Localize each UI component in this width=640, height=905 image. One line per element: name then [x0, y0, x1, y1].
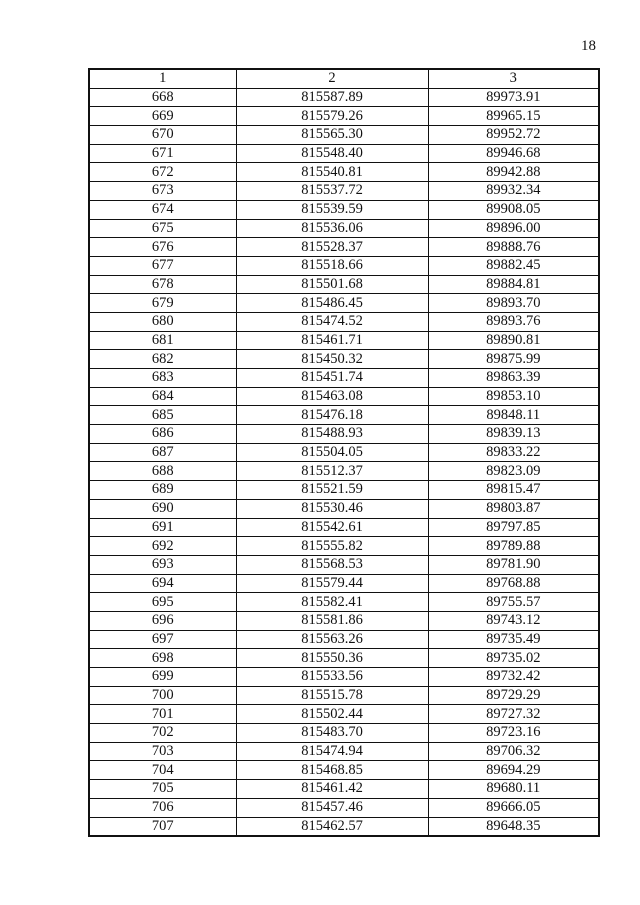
point-number-cell: 680 — [89, 312, 236, 331]
y-coordinate-cell: 89932.34 — [428, 182, 599, 201]
y-coordinate-cell: 89755.57 — [428, 593, 599, 612]
x-coordinate-cell: 815504.05 — [236, 443, 428, 462]
x-coordinate-cell: 815463.08 — [236, 387, 428, 406]
y-coordinate-cell: 89743.12 — [428, 611, 599, 630]
point-number-cell: 686 — [89, 425, 236, 444]
x-coordinate-cell: 815548.40 — [236, 144, 428, 163]
y-coordinate-cell: 89890.81 — [428, 331, 599, 350]
header-row — [89, 69, 599, 88]
table-row — [89, 88, 599, 107]
table-row — [89, 798, 599, 817]
table-row — [89, 817, 599, 836]
table-row — [89, 406, 599, 425]
table-row — [89, 705, 599, 724]
table-row — [89, 163, 599, 182]
point-number-cell: 706 — [89, 798, 236, 817]
y-coordinate-cell: 89942.88 — [428, 163, 599, 182]
y-coordinate-cell: 89648.35 — [428, 817, 599, 836]
x-coordinate-cell: 815550.36 — [236, 649, 428, 668]
y-coordinate-cell: 89888.76 — [428, 238, 599, 257]
header-col-2: 2 — [236, 69, 428, 88]
point-number-cell: 690 — [89, 499, 236, 518]
point-number-cell: 677 — [89, 256, 236, 275]
x-coordinate-cell: 815474.94 — [236, 742, 428, 761]
x-coordinate-cell: 815451.74 — [236, 369, 428, 388]
table-row — [89, 518, 599, 537]
y-coordinate-cell: 89803.87 — [428, 499, 599, 518]
y-coordinate-cell: 89908.05 — [428, 200, 599, 219]
x-coordinate-cell: 815555.82 — [236, 537, 428, 556]
point-number-cell: 674 — [89, 200, 236, 219]
point-number-cell: 683 — [89, 369, 236, 388]
x-coordinate-cell: 815488.93 — [236, 425, 428, 444]
table-body — [89, 88, 599, 836]
table-row — [89, 462, 599, 481]
point-number-cell: 692 — [89, 537, 236, 556]
table-row — [89, 574, 599, 593]
point-number-cell: 707 — [89, 817, 236, 836]
table-row — [89, 630, 599, 649]
point-number-cell: 704 — [89, 761, 236, 780]
table-row — [89, 761, 599, 780]
table-row — [89, 144, 599, 163]
table-row — [89, 668, 599, 687]
point-number-cell: 697 — [89, 630, 236, 649]
table-row — [89, 238, 599, 257]
point-number-cell: 679 — [89, 294, 236, 313]
x-coordinate-cell: 815579.26 — [236, 107, 428, 126]
header-col-1: 1 — [89, 69, 236, 88]
y-coordinate-cell: 89706.32 — [428, 742, 599, 761]
x-coordinate-cell: 815476.18 — [236, 406, 428, 425]
x-coordinate-cell: 815468.85 — [236, 761, 428, 780]
table-row — [89, 425, 599, 444]
y-coordinate-cell: 89848.11 — [428, 406, 599, 425]
y-coordinate-cell: 89973.91 — [428, 88, 599, 107]
table-row — [89, 649, 599, 668]
point-number-cell: 694 — [89, 574, 236, 593]
point-number-cell: 689 — [89, 481, 236, 500]
point-number-cell: 695 — [89, 593, 236, 612]
y-coordinate-cell: 89781.90 — [428, 555, 599, 574]
table-row — [89, 312, 599, 331]
point-number-cell: 702 — [89, 724, 236, 743]
x-coordinate-cell: 815582.41 — [236, 593, 428, 612]
table-row — [89, 593, 599, 612]
point-number-cell: 699 — [89, 668, 236, 687]
x-coordinate-cell: 815515.78 — [236, 686, 428, 705]
point-number-cell: 698 — [89, 649, 236, 668]
x-coordinate-cell: 815501.68 — [236, 275, 428, 294]
y-coordinate-cell: 89723.16 — [428, 724, 599, 743]
y-coordinate-cell: 89797.85 — [428, 518, 599, 537]
table-row — [89, 275, 599, 294]
point-number-cell: 671 — [89, 144, 236, 163]
point-number-cell: 700 — [89, 686, 236, 705]
x-coordinate-cell: 815530.46 — [236, 499, 428, 518]
x-coordinate-cell: 815528.37 — [236, 238, 428, 257]
point-number-cell: 693 — [89, 555, 236, 574]
y-coordinate-cell: 89823.09 — [428, 462, 599, 481]
y-coordinate-cell: 89815.47 — [428, 481, 599, 500]
y-coordinate-cell: 89789.88 — [428, 537, 599, 556]
point-number-cell: 687 — [89, 443, 236, 462]
table-row — [89, 200, 599, 219]
x-coordinate-cell: 815587.89 — [236, 88, 428, 107]
page-number: 18 — [581, 38, 596, 54]
y-coordinate-cell: 89965.15 — [428, 107, 599, 126]
table-row — [89, 256, 599, 275]
y-coordinate-cell: 89952.72 — [428, 126, 599, 145]
table-row — [89, 742, 599, 761]
y-coordinate-cell: 89735.49 — [428, 630, 599, 649]
x-coordinate-cell: 815542.61 — [236, 518, 428, 537]
point-number-cell: 681 — [89, 331, 236, 350]
y-coordinate-cell: 89882.45 — [428, 256, 599, 275]
y-coordinate-cell: 89863.39 — [428, 369, 599, 388]
table-row — [89, 126, 599, 145]
y-coordinate-cell: 89893.70 — [428, 294, 599, 313]
table-row — [89, 724, 599, 743]
point-number-cell: 670 — [89, 126, 236, 145]
point-number-cell: 685 — [89, 406, 236, 425]
point-number-cell: 668 — [89, 88, 236, 107]
point-number-cell: 673 — [89, 182, 236, 201]
x-coordinate-cell: 815579.44 — [236, 574, 428, 593]
x-coordinate-cell: 815486.45 — [236, 294, 428, 313]
y-coordinate-cell: 89833.22 — [428, 443, 599, 462]
point-number-cell: 676 — [89, 238, 236, 257]
table-row — [89, 499, 599, 518]
x-coordinate-cell: 815518.66 — [236, 256, 428, 275]
table-row — [89, 686, 599, 705]
table-row — [89, 611, 599, 630]
y-coordinate-cell: 89729.29 — [428, 686, 599, 705]
point-number-cell: 669 — [89, 107, 236, 126]
x-coordinate-cell: 815563.26 — [236, 630, 428, 649]
point-number-cell: 703 — [89, 742, 236, 761]
table-row — [89, 182, 599, 201]
table-row — [89, 387, 599, 406]
point-number-cell: 701 — [89, 705, 236, 724]
y-coordinate-cell: 89893.76 — [428, 312, 599, 331]
table-row — [89, 555, 599, 574]
y-coordinate-cell: 89666.05 — [428, 798, 599, 817]
y-coordinate-cell: 89727.32 — [428, 705, 599, 724]
header-col-3: 3 — [428, 69, 599, 88]
y-coordinate-cell: 89875.99 — [428, 350, 599, 369]
table-row — [89, 294, 599, 313]
point-number-cell: 678 — [89, 275, 236, 294]
table-row — [89, 369, 599, 388]
x-coordinate-cell: 815474.52 — [236, 312, 428, 331]
table-row — [89, 443, 599, 462]
table-row — [89, 331, 599, 350]
x-coordinate-cell: 815521.59 — [236, 481, 428, 500]
x-coordinate-cell: 815537.72 — [236, 182, 428, 201]
point-number-cell: 682 — [89, 350, 236, 369]
y-coordinate-cell: 89680.11 — [428, 780, 599, 799]
table-row — [89, 350, 599, 369]
x-coordinate-cell: 815536.06 — [236, 219, 428, 238]
x-coordinate-cell: 815462.57 — [236, 817, 428, 836]
y-coordinate-cell: 89946.68 — [428, 144, 599, 163]
coordinates-table — [88, 68, 600, 837]
y-coordinate-cell: 89735.02 — [428, 649, 599, 668]
x-coordinate-cell: 815457.46 — [236, 798, 428, 817]
table-header — [89, 69, 599, 88]
x-coordinate-cell: 815539.59 — [236, 200, 428, 219]
point-number-cell: 684 — [89, 387, 236, 406]
x-coordinate-cell: 815533.56 — [236, 668, 428, 687]
y-coordinate-cell: 89896.00 — [428, 219, 599, 238]
x-coordinate-cell: 815461.42 — [236, 780, 428, 799]
point-number-cell: 691 — [89, 518, 236, 537]
point-number-cell: 705 — [89, 780, 236, 799]
point-number-cell: 675 — [89, 219, 236, 238]
x-coordinate-cell: 815450.32 — [236, 350, 428, 369]
point-number-cell: 688 — [89, 462, 236, 481]
y-coordinate-cell: 89694.29 — [428, 761, 599, 780]
table-row — [89, 780, 599, 799]
y-coordinate-cell: 89768.88 — [428, 574, 599, 593]
x-coordinate-cell: 815565.30 — [236, 126, 428, 145]
y-coordinate-cell: 89884.81 — [428, 275, 599, 294]
x-coordinate-cell: 815502.44 — [236, 705, 428, 724]
table-row — [89, 107, 599, 126]
x-coordinate-cell: 815581.86 — [236, 611, 428, 630]
x-coordinate-cell: 815461.71 — [236, 331, 428, 350]
y-coordinate-cell: 89839.13 — [428, 425, 599, 444]
x-coordinate-cell: 815512.37 — [236, 462, 428, 481]
x-coordinate-cell: 815540.81 — [236, 163, 428, 182]
y-coordinate-cell: 89853.10 — [428, 387, 599, 406]
point-number-cell: 672 — [89, 163, 236, 182]
x-coordinate-cell: 815568.53 — [236, 555, 428, 574]
x-coordinate-cell: 815483.70 — [236, 724, 428, 743]
y-coordinate-cell: 89732.42 — [428, 668, 599, 687]
table-row — [89, 537, 599, 556]
table-row — [89, 481, 599, 500]
table-row — [89, 219, 599, 238]
point-number-cell: 696 — [89, 611, 236, 630]
